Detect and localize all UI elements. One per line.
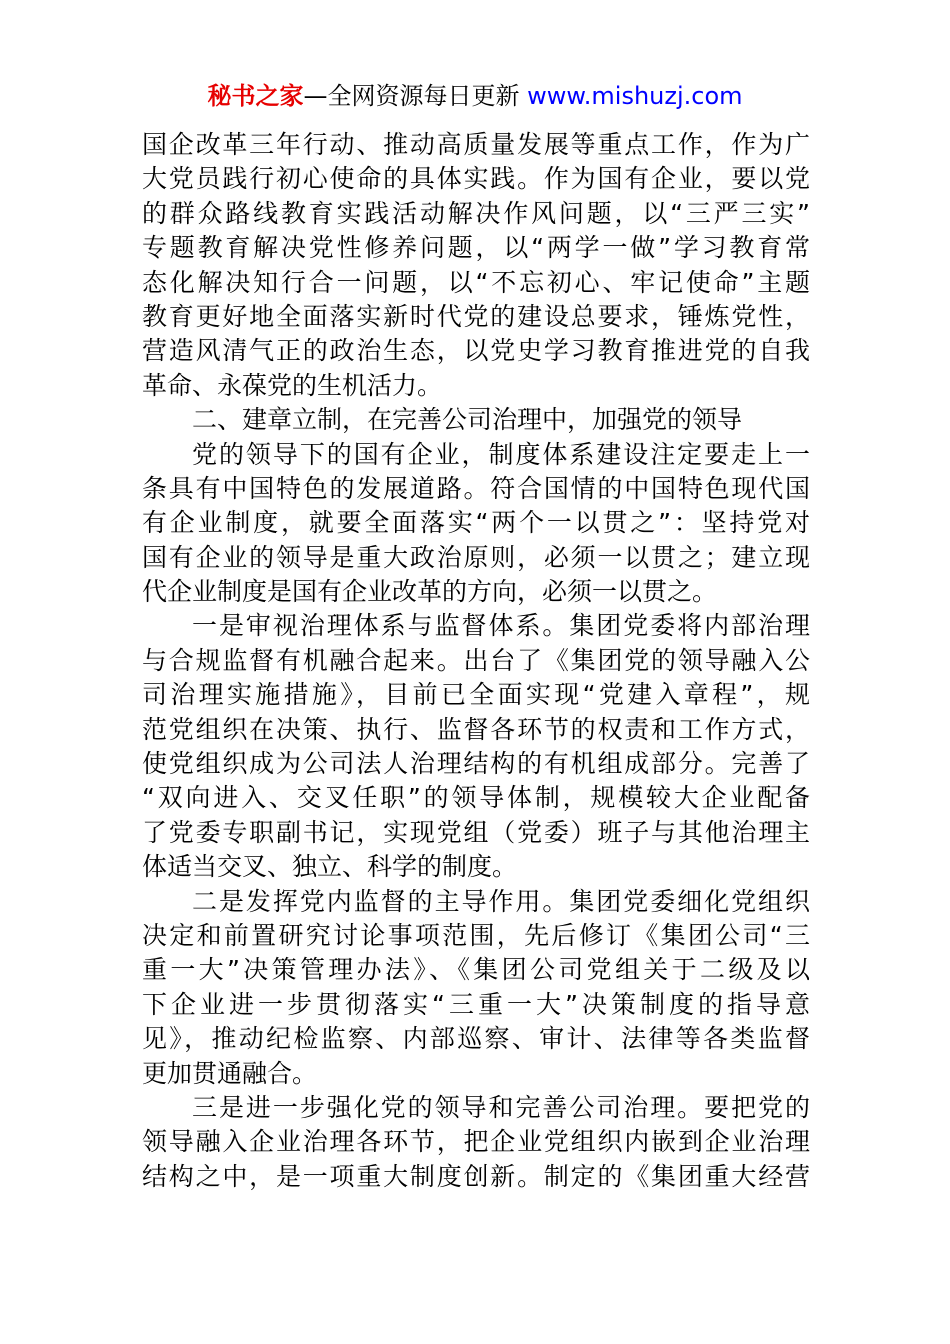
text-line: 领导融入企业治理各环节，把企业党组织内嵌到企业治理 [142,1127,810,1157]
text-line: 有企业制度，就要全面落实“两个一以贯之”：坚持党对 [142,508,810,538]
text-line: 范党组织在决策、执行、监督各环节的权责和工作方式， [142,714,810,744]
section-heading: 二、建章立制，在完善公司治理中，加强党的领导 [192,405,743,435]
text-line: 代企业制度是国有企业改革的方向，必须一以贯之。 [142,577,718,607]
text-line: 营造风清气正的政治生态，以党史学习教育推进党的自我 [142,336,810,366]
site-url-link[interactable]: www.mishuzj.com [527,82,743,110]
text-line: 了党委专职副书记，实现党组（党委）班子与其他治理主 [142,817,810,847]
site-slogan: —全网资源每日更新 [303,82,520,110]
text-line: 教育更好地全面落实新时代党的建设总要求，锤炼党性， [142,301,810,331]
document-body [142,128,810,1194]
text-line: 三是进一步强化党的领导和完善公司治理。要把党的 [192,1092,810,1122]
text-line: 的群众路线教育实践活动解决作风问题，以“三严三实” [142,198,810,228]
brand-name: 秘书之家 [207,82,304,110]
text-line: 体适当交叉、独立、科学的制度。 [142,852,518,882]
text-line: 大党员践行初心使命的具体实践。作为国有企业，要以党 [142,164,810,194]
text-line: 与合规监督有机融合起来。出台了《集团党的领导融入公 [142,645,810,675]
text-line: 决定和前置研究讨论事项范围，先后修订《集团公司“三 [142,920,810,950]
text-line: 使党组织成为公司法人治理结构的有机组成部分。完善了 [142,749,810,779]
text-line: 结构之中，是一项重大制度创新。制定的《集团重大经营 [142,1161,810,1191]
text-line: 革命、永葆党的生机活力。 [142,370,443,400]
text-line: 二是发挥党内监督的主导作用。集团党委细化党组织 [192,886,810,916]
text-line: 党的领导下的国有企业，制度体系建设注定要走上一 [192,439,810,469]
text-line: 国企改革三年行动、推动高质量发展等重点工作，作为广 [142,130,810,159]
text-line: 见》，推动纪检监察、内部巡察、审计、法律等各类监督 [142,1024,810,1054]
text-line: “双向进入、交叉任职”的领导体制，规模较大企业配备 [142,783,810,813]
text-line: 国有企业的领导是重大政治原则，必须一以贯之；建立现 [142,542,810,572]
text-line: 下企业进一步贯彻落实“三重一大”决策制度的指导意 [142,989,810,1019]
text-line: 态化解决知行合一问题，以“不忘初心、牢记使命”主题 [142,267,810,297]
site-header [0,80,950,112]
text-line: 司治理实施措施》，目前已全面实现“党建入章程”，规 [142,680,810,710]
text-line: 专题教育解决党性修养问题，以“两学一做”学习教育常 [142,233,810,263]
text-line: 一是审视治理体系与监督体系。集团党委将内部治理 [192,611,810,641]
text-line: 条具有中国特色的发展道路。符合国情的中国特色现代国 [142,473,810,503]
text-line: 更加贯通融合。 [142,1058,318,1088]
text-line: 重一大”决策管理办法》、《集团公司党组关于二级及以 [142,955,810,985]
